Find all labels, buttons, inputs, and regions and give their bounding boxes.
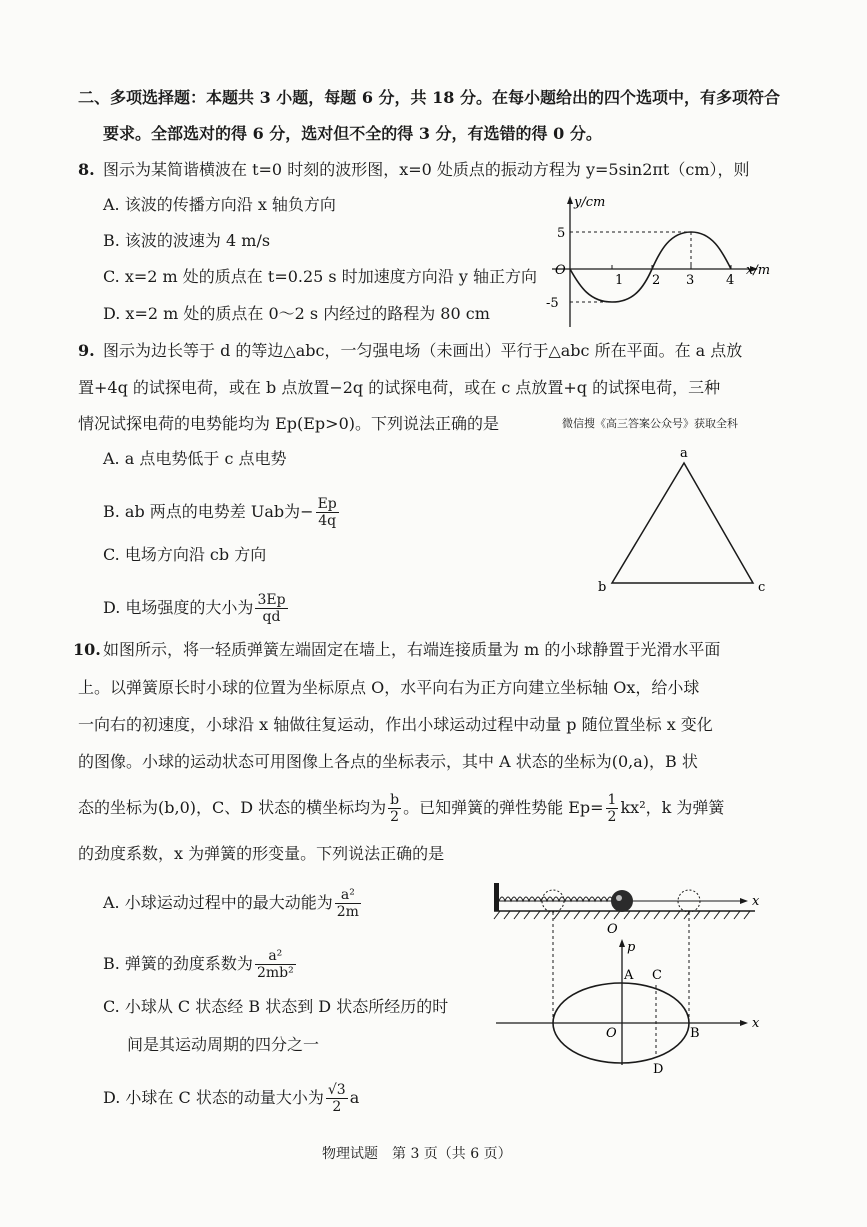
q9-option-b-text: B. ab 两点的电势差 Uab为−	[103, 502, 314, 521]
q8-option-c: C. x=2 m 处的质点在 t=0.25 s 时加速度方向沿 y 轴正方向	[103, 267, 537, 286]
q9-option-b-fraction	[316, 496, 339, 529]
q10-option-c-line1: C. 小球从 C 状态经 B 状态到 D 状态所经历的时	[103, 997, 449, 1016]
q10-option-a-num: a²	[335, 887, 361, 904]
q10-point-d-label: D	[653, 1062, 664, 1077]
q10-point-b-label: B	[690, 1026, 700, 1041]
q10-top-x-label: x	[752, 894, 760, 909]
page-footer: 物理试题 第 3 页（共 6 页）	[322, 1146, 512, 1162]
question-10-stem-line1: 如图所示，将一轻质弹簧左端固定在墙上，右端连接质量为 m 的小球静置于光滑水平面	[103, 640, 721, 659]
question-10-stem-line3: 一向右的初速度，小球沿 x 轴做往复运动，作出小球运动过程中动量 p 随位置坐标 x 变化	[78, 715, 713, 734]
q9-option-c: C. 电场方向沿 cb 方向	[103, 545, 267, 564]
q10-lower-x-label: x	[752, 1016, 760, 1031]
q8-x-axis-label: x/m	[746, 263, 771, 278]
question-9-number: 9.	[78, 341, 95, 360]
q10-line5-frac1-num: b	[390, 792, 400, 808]
q8-x-tick-4: 4	[726, 273, 735, 288]
q10-option-a	[103, 887, 363, 920]
section-heading-line2: 要求。全部选对的得 6 分，选对但不全的得 3 分，有选错的得 0 分。	[103, 124, 602, 143]
q8-option-b: B. 该波的波速为 4 m/s	[103, 231, 271, 250]
q10-line5-part2: 。已知弹簧的弹性势能 Ep=	[403, 798, 604, 817]
q8-x-tick-3: 3	[686, 273, 695, 288]
q9-option-b-den: 4q	[318, 513, 337, 529]
q10-line5-part1: 态的坐标为(b,0)，C、D 状态的横坐标均为	[78, 798, 387, 817]
q9-vertex-c: c	[758, 580, 766, 595]
q9-watermark-note: 微信搜《高三答案公众号》获取全科	[562, 417, 738, 430]
q9-option-d-num: 3Ep	[257, 592, 286, 608]
q10-line5-fraction1	[388, 792, 401, 825]
q10-option-a-fraction	[335, 887, 361, 920]
q9-option-d-fraction	[255, 592, 287, 625]
q9-option-b	[103, 496, 341, 529]
q10-line5-frac2-den: 2	[607, 809, 617, 825]
q10-top-origin-label: O	[607, 922, 618, 937]
q10-option-d-fraction	[326, 1082, 348, 1115]
q10-option-b-fraction	[255, 948, 296, 981]
q10-p-axis-label: p	[627, 940, 636, 955]
question-10-stem-line4: 的图像。小球的运动状态可用图像上各点的坐标表示，其中 A 状态的坐标为(0,a)，B 状	[78, 752, 698, 771]
question-10-stem-line2: 上。以弹簧原长时小球的位置为坐标原点 O，水平向右为正方向建立坐标轴 Ox，给小球	[78, 678, 700, 697]
question-10-stem-line5	[78, 792, 724, 825]
q9-vertex-a: a	[680, 446, 688, 461]
q10-option-b-text: B. 弹簧的劲度系数为	[103, 954, 253, 973]
question-8-number: 8.	[78, 160, 95, 179]
q10-line5-frac1-den: 2	[390, 809, 400, 825]
q9-option-b-num: Ep	[317, 496, 337, 512]
question-9-stem-line2: 置+4q 的试探电荷，或在 b 点放置−2q 的试探电荷，或在 c 点放置+q 的试探电荷，三种	[78, 378, 721, 397]
q8-option-a: A. 该波的传播方向沿 x 轴负方向	[103, 195, 336, 214]
q9-option-a: A. a 点电势低于 c 点电势	[103, 449, 287, 468]
q9-vertex-b: b	[598, 580, 607, 595]
q10-line5-frac2-num: 1	[607, 792, 617, 808]
q10-option-d-suffix: a	[349, 1088, 360, 1107]
q8-y-axis-label: y/cm	[574, 195, 606, 210]
q9-option-d-den: qd	[262, 609, 281, 625]
q8-y-tick-5: 5	[557, 226, 566, 241]
q10-line5-fraction2	[606, 792, 619, 825]
q9-triangle-figure	[590, 445, 780, 595]
question-9-stem-line3: 情况试探电荷的电势能均为 Ep(Ep>0)。下列说法正确的是	[78, 414, 500, 433]
q10-origin-label: O	[606, 1026, 617, 1041]
q10-option-a-text: A. 小球运动过程中的最大动能为	[103, 893, 333, 912]
q10-option-b-den: 2mb²	[256, 965, 294, 981]
q8-option-d: D. x=2 m 处的质点在 0～2 s 内经过的路程为 80 cm	[103, 304, 490, 323]
question-10-stem-line6: 的劲度系数，x 为弹簧的形变量。下列说法正确的是	[78, 844, 445, 863]
question-8-stem: 图示为某简谐横波在 t=0 时刻的波形图，x=0 处质点的振动方程为 y=5sin2πt（cm），则	[103, 160, 750, 179]
q8-x-tick-2: 2	[652, 273, 661, 288]
q10-option-a-den: 2m	[336, 904, 359, 920]
q8-origin-label: O	[555, 263, 566, 278]
q10-point-a-label: A	[624, 968, 634, 983]
q10-option-b-num: a²	[255, 948, 296, 965]
q10-line5-part3: kx²，k 为弹簧	[620, 798, 725, 817]
q10-option-d-den: 2	[332, 1099, 342, 1115]
q10-option-d-text: D. 小球在 C 状态的动量大小为	[103, 1088, 324, 1107]
question-9-stem-line1: 图示为边长等于 d 的等边△abc，一匀强电场（未画出）平行于△abc 所在平面。在 a 点放	[103, 341, 743, 360]
q10-option-b	[103, 948, 298, 981]
q10-spring-figure	[480, 875, 770, 1085]
q8-wave-figure	[540, 192, 790, 332]
q10-point-c-label: C	[652, 968, 662, 983]
q10-option-d-num: √3	[327, 1082, 346, 1098]
q10-option-c-line2: 间是其运动周期的四分之一	[127, 1035, 320, 1054]
q9-option-d-text: D. 电场强度的大小为	[103, 598, 254, 617]
q8-x-tick-1: 1	[615, 273, 624, 288]
q8-y-tick-neg5: -5	[546, 296, 559, 311]
question-10-number: 10.	[73, 640, 101, 659]
q9-option-d	[103, 592, 290, 625]
q10-option-d	[103, 1082, 359, 1115]
section-heading-line1: 二、多项选择题：本题共 3 小题，每题 6 分，共 18 分。在每小题给出的四个选项中，有多项符合	[78, 88, 780, 107]
